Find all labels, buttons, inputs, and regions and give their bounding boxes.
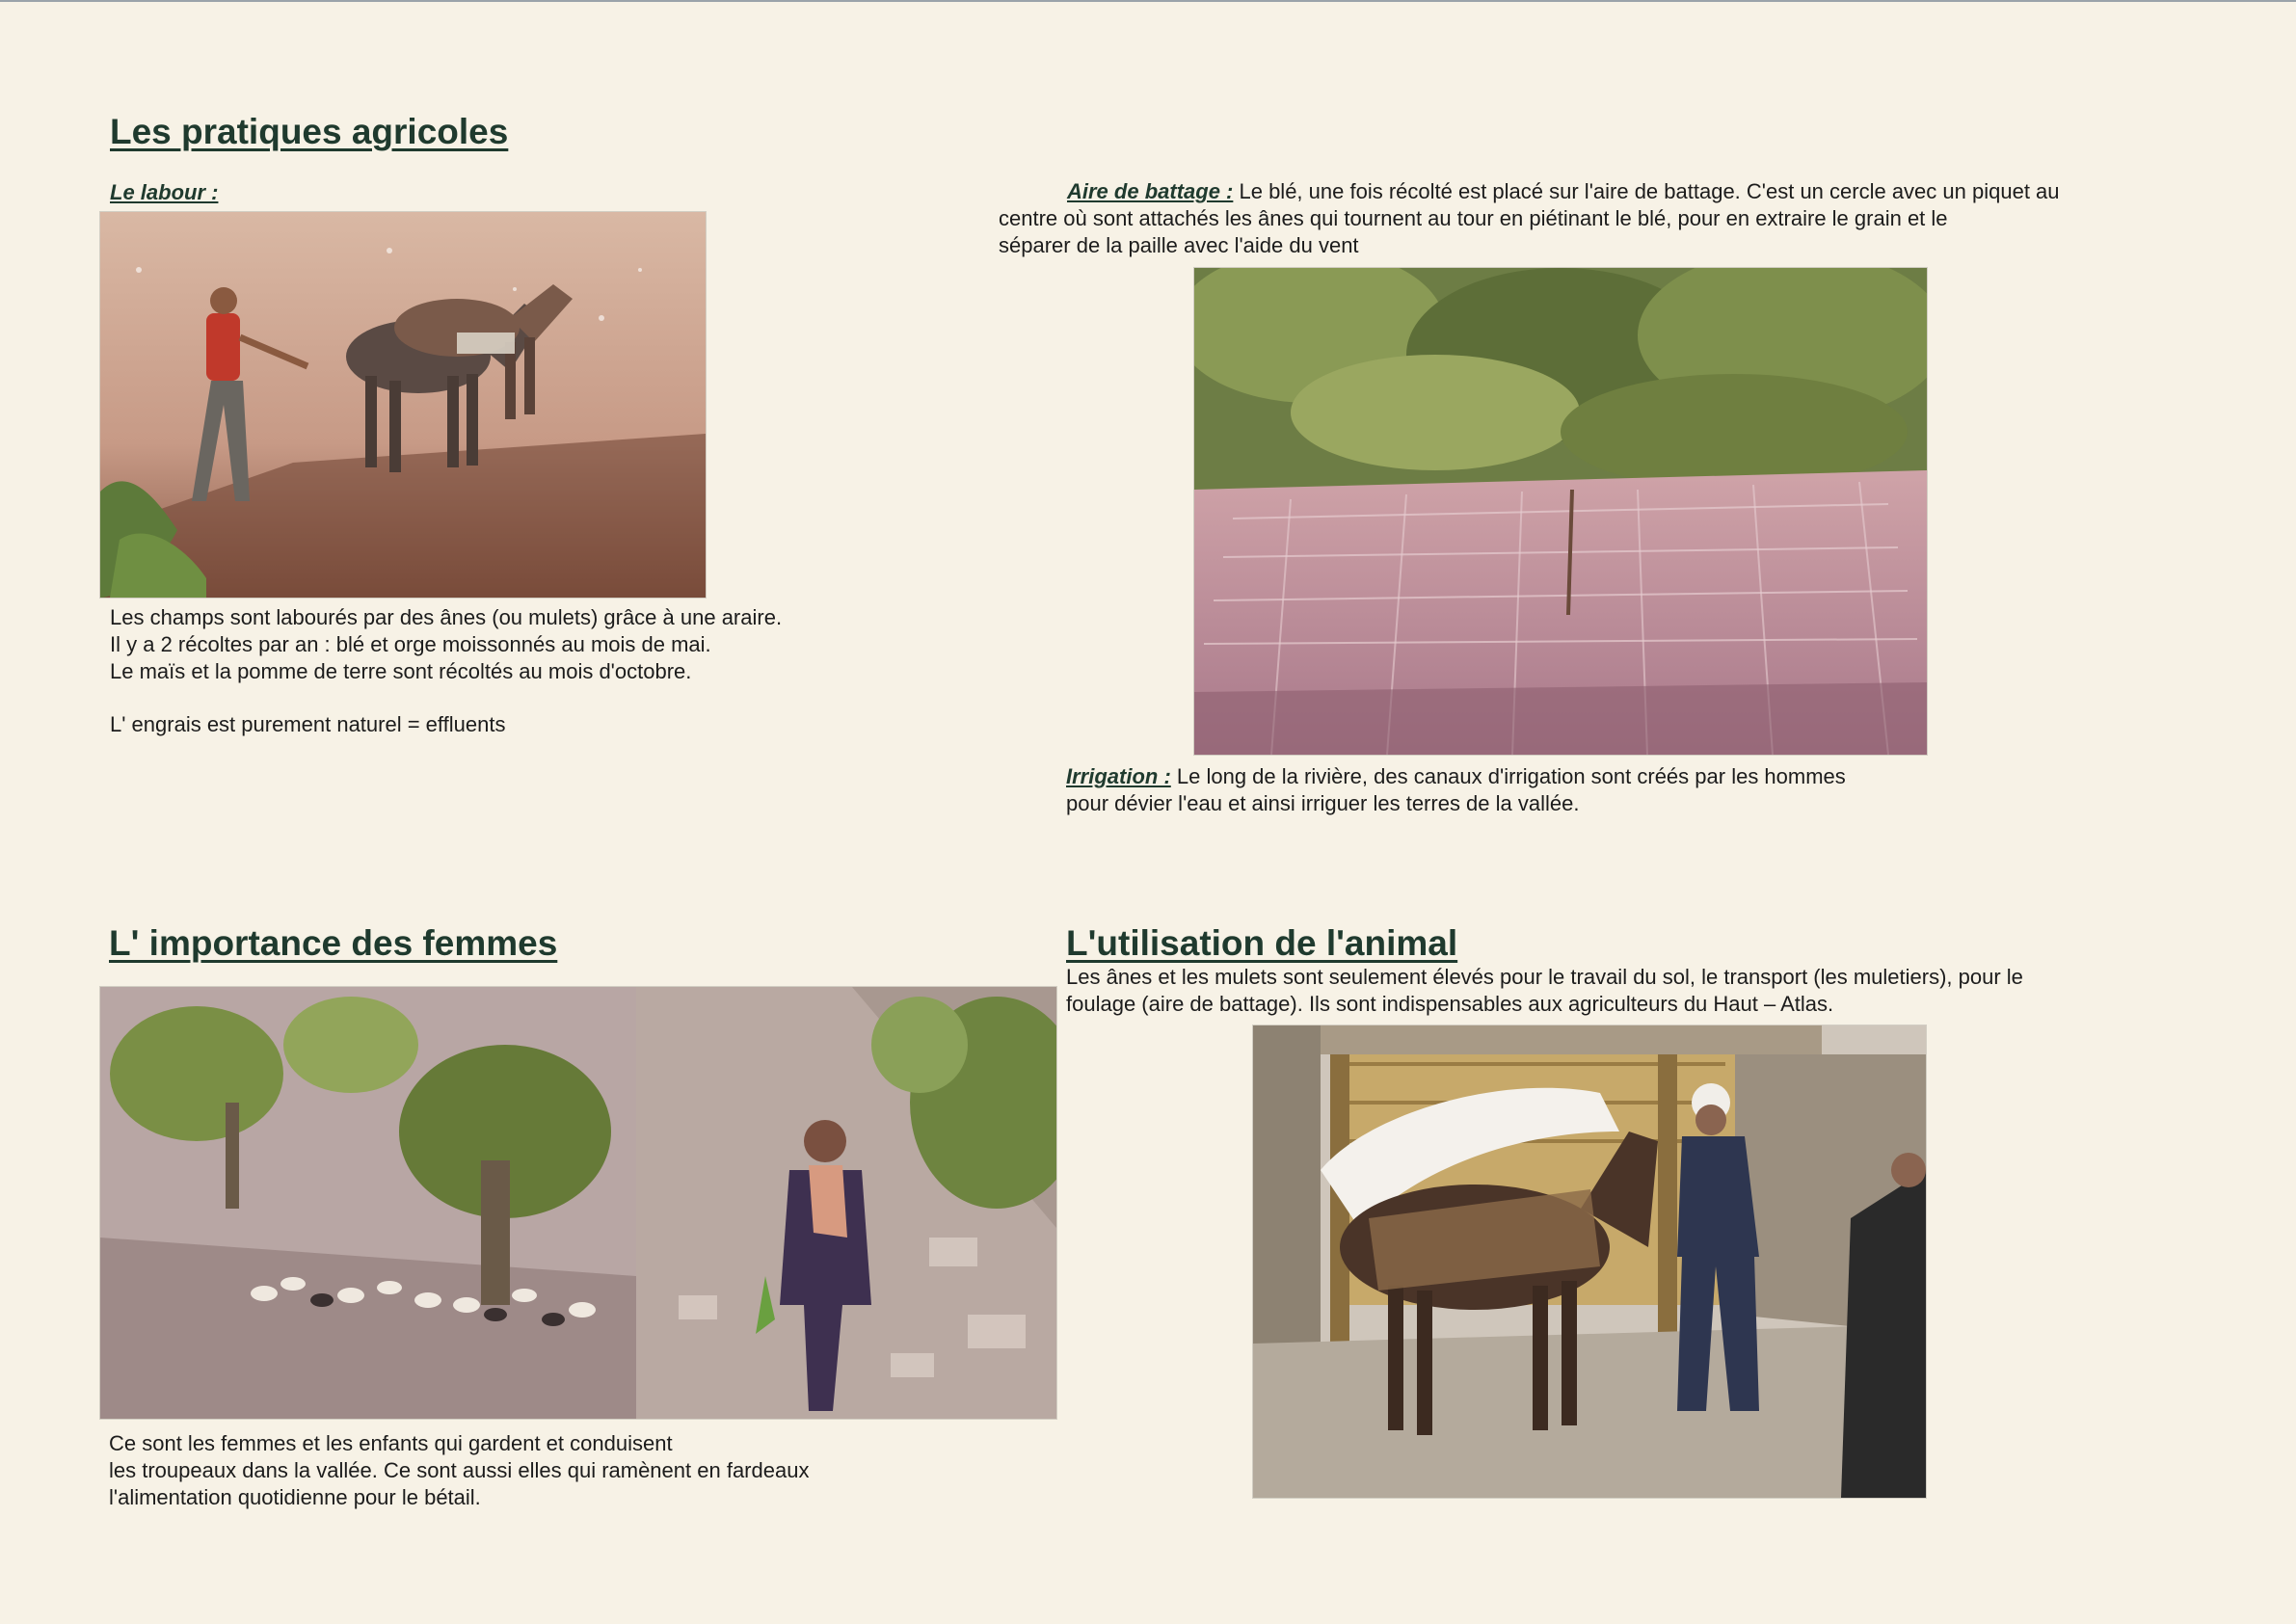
scan-top-edge [0, 0, 2296, 2]
section-title-pratiques: Les pratiques agricoles [110, 112, 509, 151]
femmes-line-3: l'alimentation quotidienne pour le bétail. [109, 1485, 481, 1509]
photo-threshing-floor [1194, 268, 1927, 755]
photo-mule-transport [1253, 1025, 1926, 1498]
pratiques-line-2: Il y a 2 récoltes par an : blé et orge moissonnés au mois de mai. [110, 632, 711, 656]
battage-line-3: séparer de la paille avec l'aide du vent [999, 233, 1359, 257]
photo-plowing-donkeys [100, 212, 706, 598]
labour-heading: Le labour : [110, 180, 219, 204]
femmes-line-2: les troupeaux dans la vallée. Ce sont aussi elles qui ramènent en fardeaux [109, 1458, 810, 1482]
irrigation-heading: Irrigation : [1066, 764, 1171, 788]
animal-line-1: Les ânes et les mulets sont seulement élevés pour le travail du sol, le transport (les muletiers), pour le [1066, 965, 2023, 989]
irrigation-line-2: pour dévier l'eau et ainsi irriguer les terres de la vallée. [1066, 791, 1580, 815]
battage-line-2: centre où sont attachés les ânes qui tournent au tour en piétinant le blé, pour en extraire le grain et le [999, 206, 1948, 230]
irrigation-line-1 [1066, 763, 1846, 790]
battage-heading: Aire de battage : [1067, 179, 1234, 203]
pratiques-line-3: Le maïs et la pomme de terre sont récoltés au mois d'octobre. [110, 659, 692, 683]
irrigation-text-1: Le long de la rivière, des canaux d'irrigation sont créés par les hommes [1170, 764, 1846, 788]
engrais-text: L' engrais est purement naturel = effluents [110, 712, 506, 736]
battage-line-1 [1067, 178, 2060, 205]
battage-text-1: Le blé, une fois récolté est placé sur l'aire de battage. C'est un cercle avec un piquet au [1233, 179, 2060, 203]
femmes-line-1: Ce sont les femmes et les enfants qui gardent et conduisent [109, 1431, 673, 1455]
animal-line-2: foulage (aire de battage). Ils sont indispensables aux agriculteurs du Haut – Atlas. [1066, 992, 1834, 1016]
photo-women-flocks [100, 987, 1056, 1419]
pratiques-line-1: Les champs sont labourés par des ânes (ou mulets) grâce à une araire. [110, 605, 783, 629]
section-title-femmes: L' importance des femmes [109, 923, 558, 963]
section-title-animal: L'utilisation de l'animal [1066, 923, 1458, 963]
